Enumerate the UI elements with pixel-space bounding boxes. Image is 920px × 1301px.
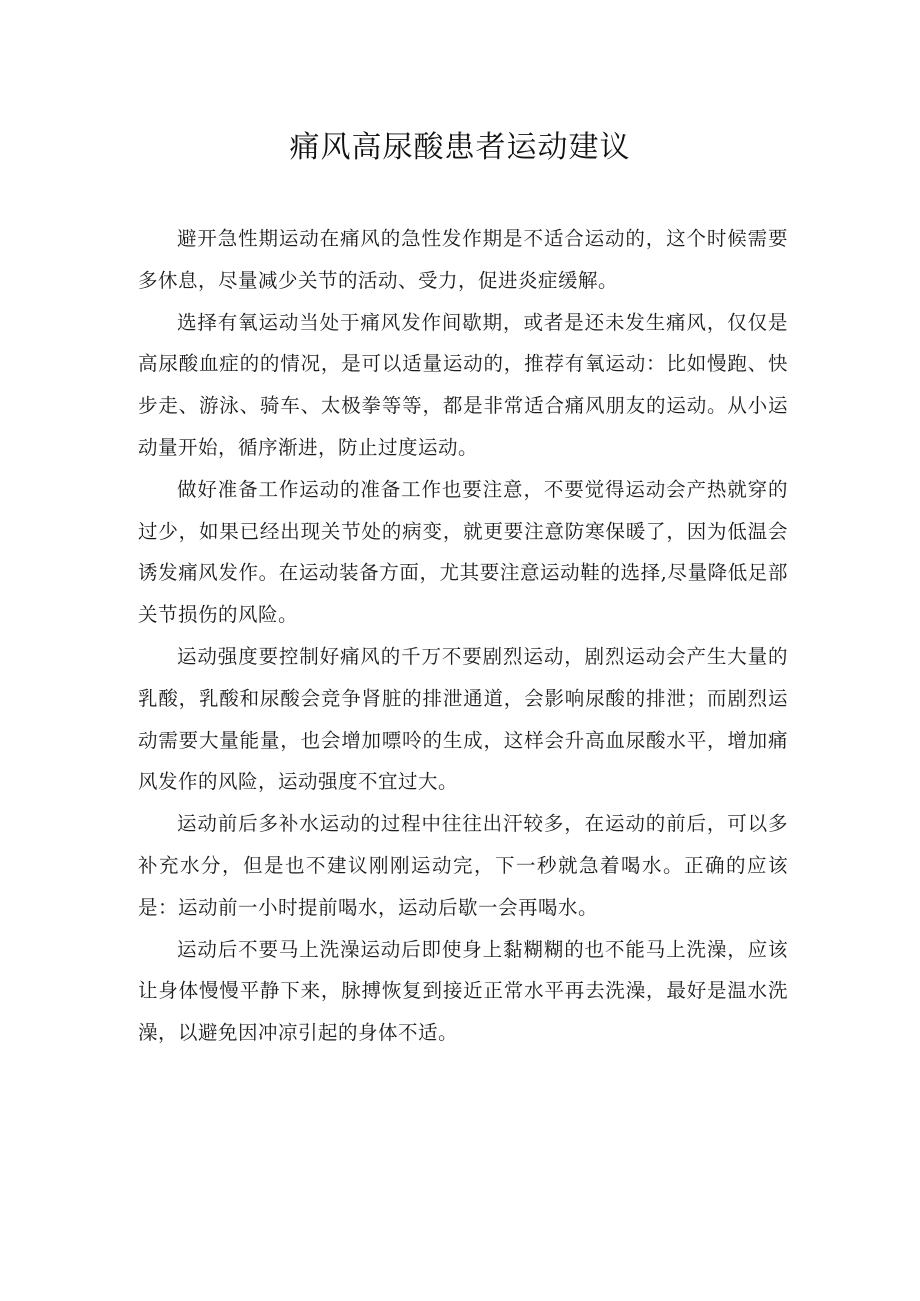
paragraph-preparation: 做好准备工作运动的准备工作也要注意，不要觉得运动会产热就穿的过少，如果已经出现关节处的病变，就更要注意防寒保暖了，因为低温会诱发痛风发作。在运动装备方面，尤其要注意运动鞋的选择,尽量降低足部关节损伤的风险。	[138, 477, 788, 627]
paragraph-no-immediate-bath: 运动后不要马上洗澡运动后即使身上黏糊糊的也不能马上洗澡，应该让身体慢慢平静下来，脉搏恢复到接近正常水平再去洗澡，最好是温水洗澡，以避免因冲凉引起的身体不适。	[138, 937, 788, 1045]
paragraph-hydration: 运动前后多补水运动的过程中往往出汗较多，在运动的前后，可以多补充水分，但是也不建议刚刚运动完，下一秒就急着喝水。正确的应该是：运动前一小时提前喝水，运动后歇一会再喝水。	[138, 812, 788, 919]
document-body	[138, 218, 788, 1054]
document-title: 痛风高尿酸患者运动建议	[289, 130, 631, 165]
paragraph-exercise-intensity: 运动强度要控制好痛风的千万不要剧烈运动，剧烈运动会产生大量的乳酸，乳酸和尿酸会竞争肾脏的排泄通道，会影响尿酸的排泄；而剧烈运动需要大量能量，也会增加嘌呤的生成，这样会升高血尿酸水平，增加痛风发作的风险，运动强度不宜过大。	[138, 644, 788, 794]
paragraph-avoid-acute-phase: 避开急性期运动在痛风的急性发作期是不适合运动的，这个时候需要多休息，尽量减少关节的活动、受力，促进炎症缓解。	[138, 227, 788, 292]
paragraph-aerobic-exercise: 选择有氧运动当处于痛风发作间歇期，或者是还未发生痛风，仅仅是高尿酸血症的的情况，是可以适量运动的，推荐有氧运动：比如慢跑、快步走、游泳、骑车、太极拳等等，都是非常适合痛风朋友的运动。从小运动量开始，循序渐进，防止过度运动。	[138, 310, 788, 459]
